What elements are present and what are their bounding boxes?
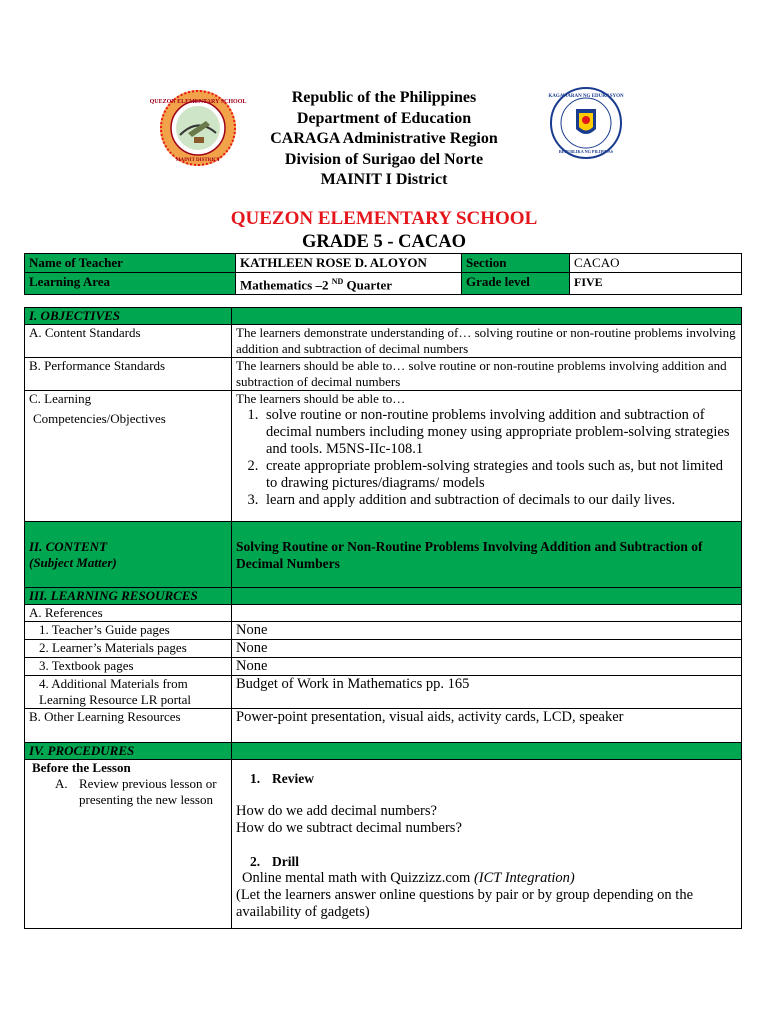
header-department: Department of Education xyxy=(296,109,472,127)
letterhead xyxy=(0,88,768,191)
teacher-value: KATHLEEN ROSE D. ALOYON xyxy=(236,254,462,273)
content-row xyxy=(25,522,742,588)
right-logo-bottom-text: REPUBLIKA NG PILIPINAS xyxy=(558,149,614,154)
review-title: Review xyxy=(272,771,314,786)
teachers-guide-value: None xyxy=(232,622,742,640)
left-logo-top-text: QUEZON ELEMENTARY SCHOOL xyxy=(149,99,247,105)
other-resources-row xyxy=(25,709,742,743)
drill-title: Drill xyxy=(272,854,299,869)
teachers-guide-row xyxy=(25,622,742,640)
additional-materials-row xyxy=(25,676,742,709)
competency-item: 3. learn and apply addition and subtraction of decimals to our daily lives. xyxy=(262,492,737,509)
area-value-suffix: Quarter xyxy=(343,277,392,293)
competencies-cell xyxy=(232,391,742,522)
competencies-row xyxy=(25,391,742,522)
lesson-plan-table xyxy=(24,307,742,929)
performance-standards-text: The learners should be able to… solve routine or non-routine problems involving addition and subtraction of decimal numbers xyxy=(232,358,742,391)
grade-level-value: FIVE xyxy=(570,273,742,295)
procedures-content-cell xyxy=(232,760,742,929)
before-lesson-cell xyxy=(25,760,232,929)
drill-text: Online mental math with Quizzizz.com xyxy=(242,870,471,886)
references-label: A. References xyxy=(25,605,232,622)
area-value-prefix: Mathematics –2 xyxy=(240,277,329,293)
procedures-heading: IV. PROCEDURES xyxy=(25,743,232,760)
area-value-sup: ND xyxy=(331,277,344,286)
drill-detail: (Let the learners answer online questions by pair or by group depending on the availability of gadgets) xyxy=(236,887,694,920)
additional-materials-value: Budget of Work in Mathematics pp. 165 xyxy=(232,676,742,709)
textbook-row xyxy=(25,658,742,676)
competency-item: 2. create appropriate problem-solving strategies and tools such as, but not limited to drawing pictures/diagrams/ models xyxy=(262,458,737,492)
resources-heading-row xyxy=(25,588,742,605)
header-division: Division of Surigao del Norte xyxy=(284,150,484,168)
textbook-label: 3. Textbook pages xyxy=(25,658,232,676)
resources-heading: III. LEARNING RESOURCES xyxy=(25,588,232,605)
info-row-area xyxy=(25,273,742,295)
textbook-value: None xyxy=(232,658,742,676)
drill-heading xyxy=(236,853,737,870)
performance-standards-label: B. Performance Standards xyxy=(25,358,232,391)
grade-level-label: Grade level xyxy=(462,273,570,295)
review-item xyxy=(29,776,227,808)
learners-materials-label: 2. Learner’s Materials pages xyxy=(25,640,232,658)
content-heading-cell xyxy=(25,522,232,588)
area-label: Learning Area xyxy=(25,273,236,295)
review-question-1: How do we add decimal numbers? xyxy=(236,803,437,819)
objectives-heading-blank xyxy=(232,308,742,325)
header-district: MAINIT I District xyxy=(320,171,448,188)
grade-title: GRADE 5 - CACAO xyxy=(302,232,466,252)
review-item-letter: A. xyxy=(55,776,68,791)
references-row xyxy=(25,605,742,622)
content-standards-row xyxy=(25,325,742,358)
competencies-label xyxy=(25,391,232,522)
additional-materials-label: 4. Additional Materials from Learning Resource LR portal xyxy=(25,676,232,709)
other-resources-label: B. Other Learning Resources xyxy=(25,709,232,743)
content-text: Solving Routine or Non-Routine Problems Involving Addition and Subtraction of Decimal Numbers xyxy=(232,522,742,588)
drill-number: 2. xyxy=(250,854,261,869)
procedures-heading-row xyxy=(25,743,742,760)
info-row-teacher xyxy=(25,254,742,273)
performance-standards-row xyxy=(25,358,742,391)
section-value: CACAO xyxy=(570,254,742,273)
competency-item: 1. solve routine or non-routine problems involving addition and subtraction of decimal numbers including money using appropriate problem-solving strategies and tools. M5NS-IIc-108.1 xyxy=(262,407,737,458)
objectives-heading: I. OBJECTIVES xyxy=(25,308,232,325)
before-lesson-row xyxy=(25,760,742,929)
content-standards-text: The learners demonstrate understanding of… solving routine or non-routine problems involving addition and subtraction of decimal numbers xyxy=(232,325,742,358)
content-heading: II. CONTENT xyxy=(29,538,108,554)
procedures-heading-blank xyxy=(232,743,742,760)
objectives-heading-row xyxy=(25,308,742,325)
area-value xyxy=(236,273,462,295)
content-subheading: (Subject Matter) xyxy=(29,554,117,570)
competencies-label-line2: Competencies/Objectives xyxy=(33,411,166,426)
learners-materials-value: None xyxy=(232,640,742,658)
drill-line xyxy=(236,870,737,887)
header-region: CARAGA Administrative Region xyxy=(270,130,498,147)
competencies-intro: The learners should be able to… xyxy=(236,391,406,406)
competencies-list xyxy=(236,407,737,509)
competencies-label-line1: C. Learning xyxy=(29,391,92,406)
teacher-info-table xyxy=(24,253,742,295)
header-republic: Republic of the Philippines xyxy=(291,89,477,106)
review-question-2: How do we subtract decimal numbers? xyxy=(236,820,462,836)
other-resources-value: Power-point presentation, visual aids, activity cards, LCD, speaker xyxy=(232,709,742,743)
resources-heading-blank xyxy=(232,588,742,605)
references-blank xyxy=(232,605,742,622)
learners-materials-row xyxy=(25,640,742,658)
school-name: QUEZON ELEMENTARY SCHOOL xyxy=(230,208,538,229)
right-logo-top-text: KAGAWARAN NG EDUKASYON xyxy=(548,94,624,99)
teacher-label: Name of Teacher xyxy=(25,254,236,273)
content-standards-label: A. Content Standards xyxy=(25,325,232,358)
review-number: 1. xyxy=(250,771,261,786)
drill-note: (ICT Integration) xyxy=(473,870,575,886)
section-label: Section xyxy=(462,254,570,273)
review-item-text: Review previous lesson or presenting the new lesson xyxy=(79,776,217,807)
left-logo-bottom-text: MAINIT DISTRICT xyxy=(175,158,221,163)
teachers-guide-label: 1. Teacher’s Guide pages xyxy=(25,622,232,640)
before-lesson-label: Before the Lesson xyxy=(32,760,131,775)
review-heading xyxy=(236,770,737,787)
